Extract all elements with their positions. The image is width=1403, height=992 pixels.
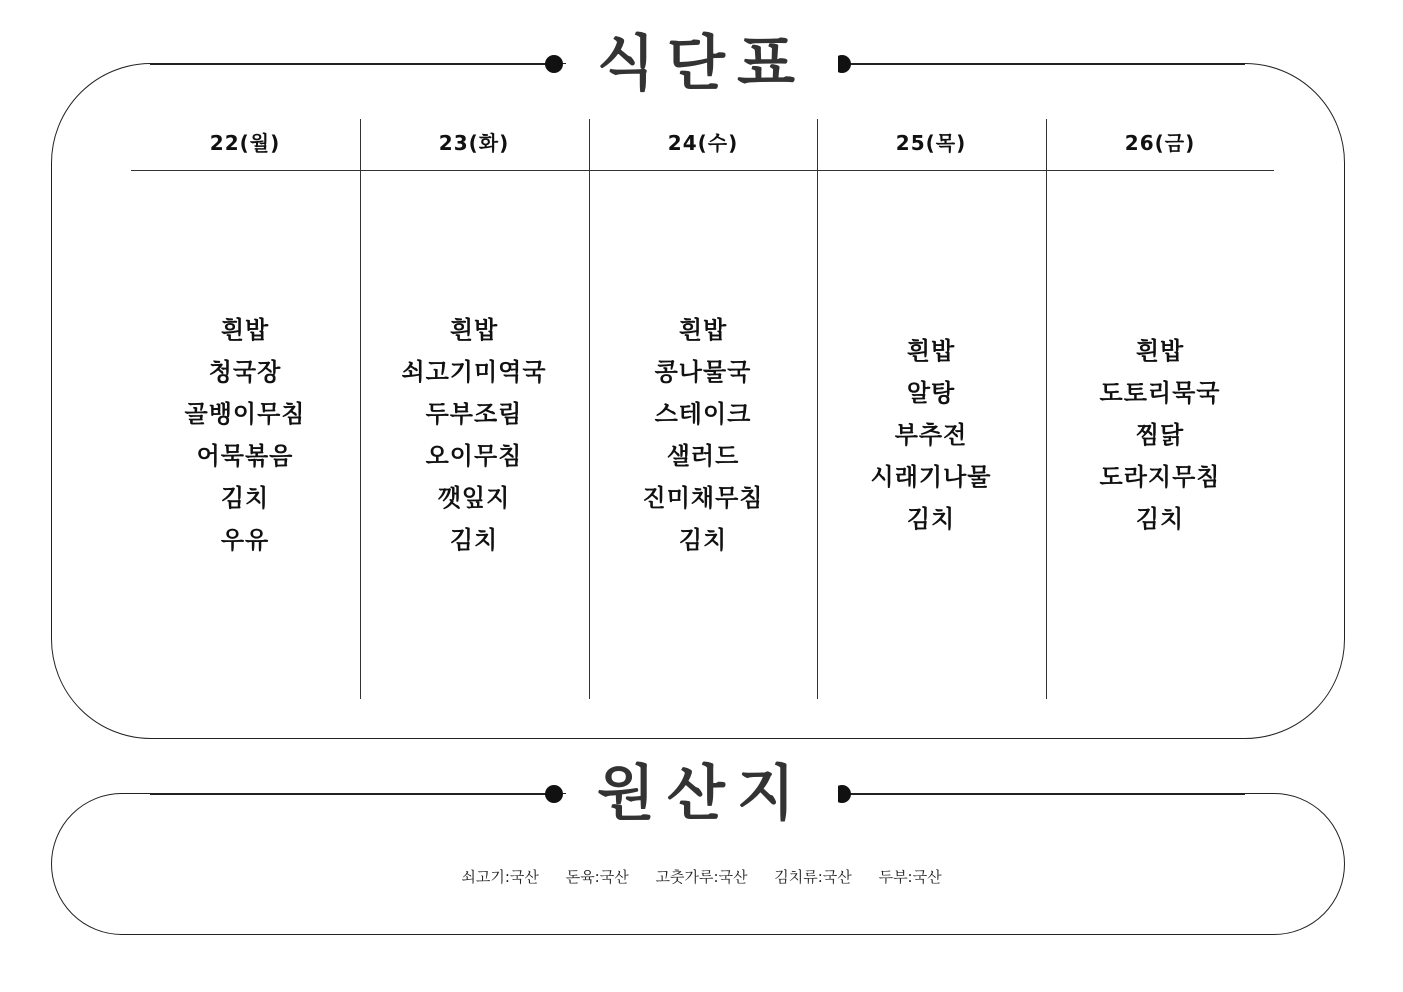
menu-item: 알탕: [906, 379, 956, 407]
day-header: 24(수): [667, 131, 739, 155]
title-line-left: [150, 793, 555, 795]
menu-item: 찜닭: [1135, 421, 1185, 449]
menu-list: [817, 171, 1045, 699]
menu-list: [589, 171, 817, 699]
menu-item: 김치: [906, 505, 956, 533]
title-dot-left: [545, 785, 563, 803]
menu-item: 흰밥: [906, 337, 956, 365]
day-column-fri: [1046, 119, 1274, 699]
menu-item: 김치: [449, 526, 499, 554]
menu-item: 청국장: [208, 358, 282, 386]
menu-item: 샐러드: [666, 442, 740, 470]
origin-item: 고춧가루:국산: [655, 868, 748, 886]
menu-item: 깻잎지: [437, 484, 511, 512]
day-column-tue: [360, 119, 588, 699]
origin-item: 김치류:국산: [774, 868, 852, 886]
menu-item: 오이무침: [425, 442, 523, 470]
title-line-right: [850, 63, 1245, 65]
menu-item: 흰밥: [1135, 337, 1185, 365]
menu-item: 도토리묵국: [1099, 379, 1221, 407]
menu-table: [131, 119, 1274, 699]
menu-item: 부추전: [894, 421, 968, 449]
menu-item: 김치: [1135, 505, 1185, 533]
menu-item: 김치: [220, 484, 270, 512]
day-column-thu: [817, 119, 1045, 699]
title-dot-left: [545, 55, 563, 73]
menu-item: 흰밥: [678, 316, 728, 344]
day-header: 26(금): [1124, 131, 1196, 155]
menu-item: 쇠고기미역국: [401, 358, 547, 386]
title-line-left: [150, 63, 555, 65]
day-header: 23(화): [438, 131, 510, 155]
menu-item: 스테이크: [654, 400, 752, 428]
origin-title-bar: [0, 754, 1403, 834]
origin-title: 원산지: [566, 754, 838, 834]
menu-item: 흰밥: [220, 316, 270, 344]
menu-item: 흰밥: [449, 316, 499, 344]
menu-list: [131, 171, 359, 699]
menu-list: [1046, 171, 1274, 699]
day-column-wed: [589, 119, 817, 699]
menu-item: 진미채무침: [642, 484, 764, 512]
origin-list: [0, 866, 1403, 887]
menu-item: 시래기나물: [870, 463, 992, 491]
origin-item: 돈육:국산: [565, 868, 629, 886]
menu-item: 골뱅이무침: [184, 400, 306, 428]
day-column-mon: [131, 119, 359, 699]
title-line-right: [850, 793, 1245, 795]
menu-item: 김치: [678, 526, 728, 554]
menu-item: 도라지무침: [1099, 463, 1221, 491]
menu-list: [360, 171, 588, 699]
day-header: 25(목): [895, 131, 967, 155]
menu-item: 두부조림: [425, 400, 523, 428]
origin-item: 쇠고기:국산: [461, 868, 539, 886]
menu-title: 식단표: [566, 24, 838, 104]
origin-item: 두부:국산: [878, 868, 942, 886]
menu-item: 어묵볶음: [196, 442, 294, 470]
menu-title-bar: [0, 24, 1403, 104]
menu-item: 우유: [220, 526, 270, 554]
day-header: 22(월): [209, 131, 281, 155]
menu-item: 콩나물국: [654, 358, 752, 386]
